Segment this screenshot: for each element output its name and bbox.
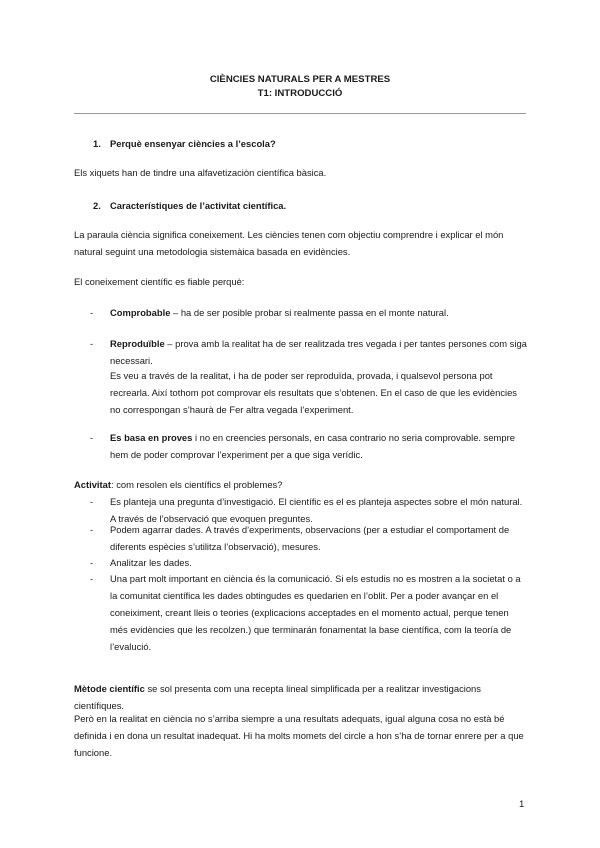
list-item-comprobable [110, 304, 528, 321]
list-item-extra: Es veu a través de la realitat, i ha de poder ser reproduïda, provada, i qualsevol persona pot recrearla. Així tothom pot comprovar els resultats que s’obtenen. En el caso de que les evidències no correspongan s’haurà de Fer altra vegada l’experiment. [110, 370, 517, 415]
document-subtitle: T1: INTRODUCCIÓ [257, 88, 343, 99]
section2-paragraph: La paraula ciència significa coneixement. Les ciències tenen com objectiu comprendre i explicar el món natural seguint una metodologia sistemàica basada en evidències. [74, 229, 504, 257]
list-item-term: Comprobable [110, 307, 171, 318]
section-heading-2 [93, 197, 545, 214]
bullet-dash: - [90, 573, 94, 584]
section-number: 2. [93, 200, 101, 211]
list-item-text: i no en creencies personals, en casa contrario no seria comprovable. sempre hem de poder comprovar l’experiment per a que siga verídic. [110, 432, 515, 460]
section-heading-text: Característiques de l’activitat científica. [110, 200, 287, 211]
bullet-dash: - [90, 557, 94, 568]
list-item-text: – prova amb la realitat ha de ser realitzada tres vegada i per tantes persones com siga necessari. [110, 338, 527, 366]
header-divider [74, 113, 526, 114]
bullet-dash: - [90, 432, 94, 443]
activity-item: Podem agarrar dades. A través d’experiments, observacions (per a estudiar el comportament de diferents espècies s’utilitza l’observació), mesures. [110, 524, 510, 552]
activity-question [74, 476, 526, 493]
method-paragraph [74, 680, 526, 714]
bullet-dash: - [90, 496, 94, 507]
activity-label: Activitat [74, 479, 111, 490]
section1-text: Els xiquets han de tindre una alfavetizaciòn científica bàsica. [74, 167, 327, 178]
method-paragraph-2: Però en la realitat en ciència no s’arriba siempre a una resultats adequats, igual alguna cosa no està bé definida i en dona un resultat inadequat. Hi ha molts momets del circle a hon s’ha de tornar enrere per a que funcione. [74, 713, 524, 758]
method-term: Mètode científic [74, 683, 145, 694]
activity-item: Es planteja una pregunta d’investigació. El científic es el es planteja aspectes sobre el món natural. A través de l’observació que evoquen preguntes. [110, 496, 523, 524]
list-item-term: Es basa en proves [110, 432, 193, 443]
section2-intro: El coneixement científic es fiable perquè: [74, 276, 245, 287]
list-item-proves [110, 429, 528, 463]
bullet-dash: - [90, 524, 94, 535]
section-heading-1 [93, 135, 545, 152]
bullet-dash: - [90, 307, 94, 318]
section-number: 1. [93, 138, 101, 149]
page-number: 1 [519, 799, 525, 810]
list-item-reproduible [110, 335, 528, 369]
activity-item: Una part molt important en ciència és la comunicació. Si els estudis no es mostren a la societat o a la comunitat científica les dades obtingudes es quedarien en l’oblit. Per a poder avançar en el coneiximent, creant lleis o teories (explicacions acceptades en el momento actual, perque tenen més evidències que les recolzen.) que terminarán fonamentat la base científica, com la teoría de l’evalució. [110, 573, 521, 652]
bullet-dash: - [90, 338, 94, 349]
list-item-text: – ha de ser posible probar si realmente passa en el monte natural. [170, 307, 449, 318]
list-item-term: Reproduïble [110, 338, 165, 349]
activity-item: Analitzar les dades. [110, 557, 192, 568]
section-heading-text: Perquè ensenyar ciències a l’escola? [110, 138, 276, 149]
document-title: CIÈNCIES NATURALS PER A MESTRES [209, 74, 391, 85]
activity-question-text: : com resolen els científics el problemes? [111, 479, 283, 490]
method-text: se sol presenta com una recepta lineal simplificada per a realitzar investigacions científiques. [74, 683, 481, 711]
